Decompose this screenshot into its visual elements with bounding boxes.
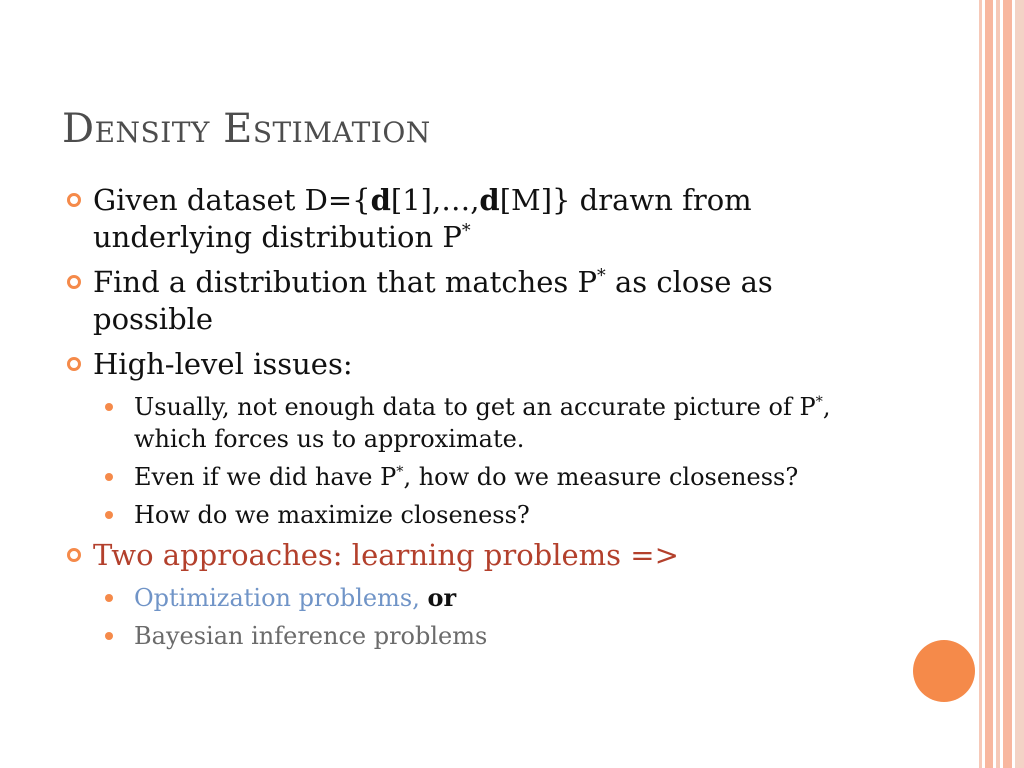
- slide-title: Density Estimation: [62, 106, 431, 152]
- sub-bullet-not-enough-data: Usually, not enough data to get an accurate picture of P*, which forces us to approximate.: [62, 391, 892, 455]
- bullet-dataset: Given dataset D={d[1],…,d[M]} drawn from underlying distribution P*: [62, 182, 892, 256]
- ring-bullet-icon: [67, 193, 81, 207]
- dot-bullet-icon: [105, 594, 113, 602]
- sub-bullet-optimization: Optimization problems, or: [62, 582, 892, 614]
- bullet-find-distribution: Find a distribution that matches P* as close as possible: [62, 264, 892, 338]
- decor-stripe: [1003, 0, 1012, 768]
- slide-content: [62, 182, 892, 658]
- dot-bullet-icon: [105, 473, 113, 481]
- decor-stripe: [979, 0, 982, 768]
- decor-stripe: [996, 0, 1000, 768]
- decor-circle: [913, 640, 975, 702]
- sub-bullet-measure-closeness: Even if we did have P*, how do we measure closeness?: [62, 461, 892, 493]
- bullet-high-level-issues: High-level issues:: [62, 346, 892, 383]
- ring-bullet-icon: [67, 548, 81, 562]
- ring-bullet-icon: [67, 357, 81, 371]
- dot-bullet-icon: [105, 403, 113, 411]
- dot-bullet-icon: [105, 511, 113, 519]
- dot-bullet-icon: [105, 632, 113, 640]
- bullet-two-approaches: Two approaches: learning problems =>: [62, 537, 892, 574]
- sub-bullet-maximize-closeness: How do we maximize closeness?: [62, 499, 892, 531]
- sub-bullet-bayesian: Bayesian inference problems: [62, 620, 892, 652]
- ring-bullet-icon: [67, 275, 81, 289]
- decor-stripe: [985, 0, 993, 768]
- decor-stripe: [1015, 0, 1024, 768]
